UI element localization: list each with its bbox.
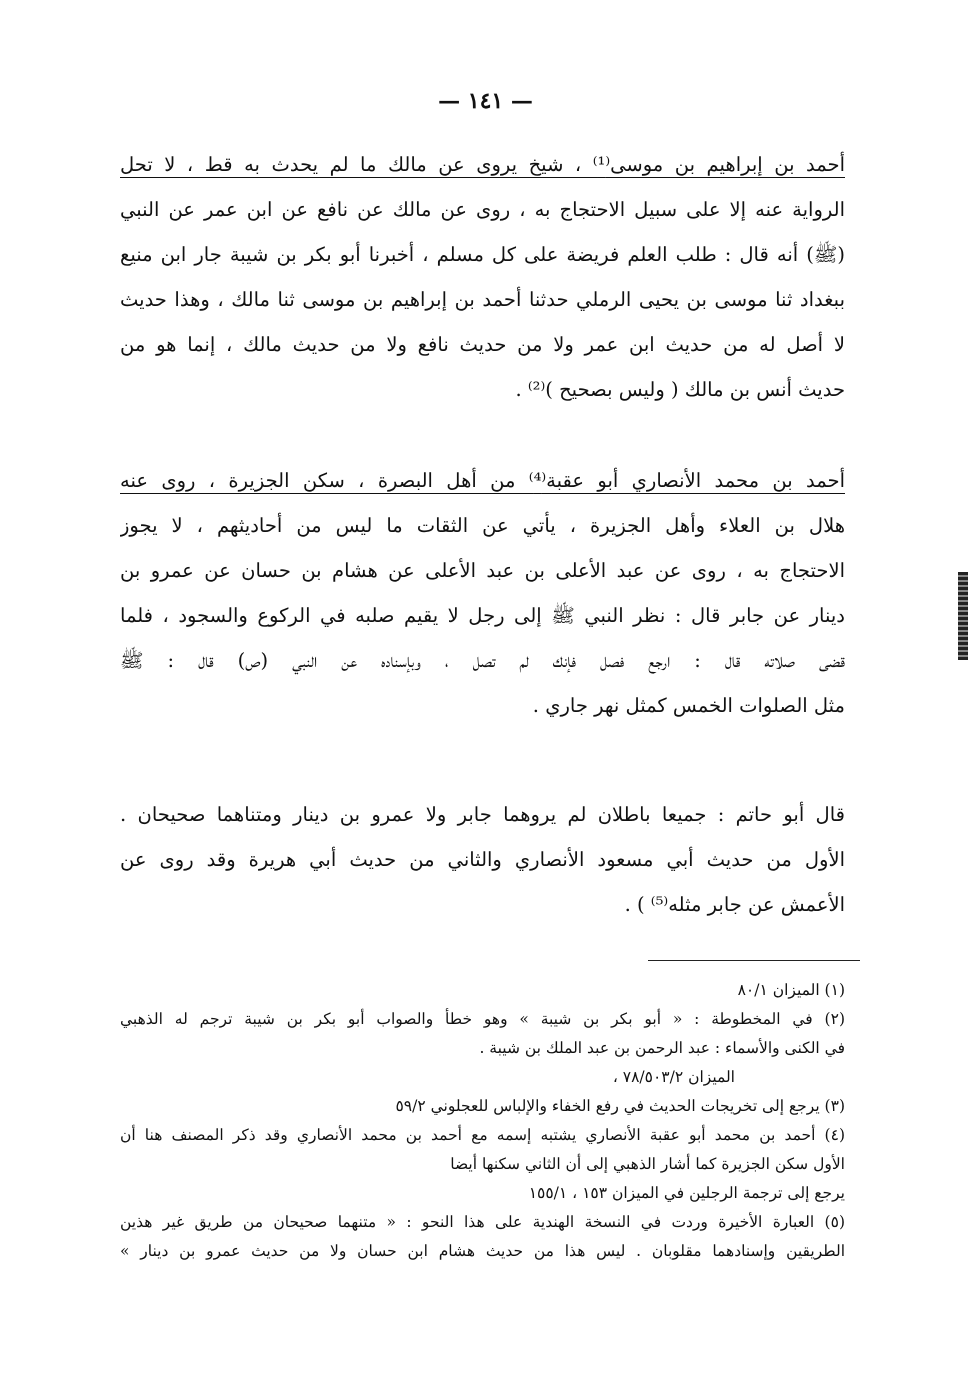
- text-line: الأعمش عن جابر مثله⁽⁵⁾ ) .: [624, 893, 845, 916]
- text-line: قضى صلاته قال : ارجع فصل فإنك لم تصل ، وبإسناده عن النبي (ص) قال : ﷺ: [120, 649, 845, 672]
- text-line: الرواية عنه إلا على سبيل الاحتجاج به ، روى عن مالك عن نافع عن ابن عمر عن النبي: [120, 198, 845, 221]
- footnote-line: (٤) أحمد بن محمد أبو عقبة الأنصاري يشتبه إسمه مع أحمد بن محمد الأنصاري وقد ذكر المصنف هنا أن: [120, 1126, 845, 1144]
- footnote-line: الأول سكن الجزيرة كما أشار الذهبي إلى أن الثاني سكنها أيضا: [450, 1155, 845, 1173]
- page-number: — ١٤١ —: [438, 88, 533, 114]
- text-line: الاحتجاج به ، روى عن عبد الأعلى بن عبد الأعلى عن هشام بن حسان عن عمرو بن: [120, 559, 845, 582]
- entry-heading-line: أحمد بن إبراهيم بن موسى⁽¹⁾ ، شيخ يروى عن مالك ما لم يحدث به قط ، لا تحل: [120, 153, 845, 176]
- footnote-line: في الكنى والأسماء : عبد الرحمن بن عبد الملك بن شيبة .: [479, 1039, 845, 1057]
- footnote-line: (٢) في المخطوطة : « أبو بكر بن شيبة » وهو خطأ والصواب أبو بكر بن شيبة ترجم له الذهبي: [120, 1010, 845, 1028]
- text-line: حديث أنس بن مالك ( وليس بصحيح )⁽²⁾ .: [515, 378, 845, 401]
- footnote-line: (١) الميزان ٨٠/١: [737, 981, 845, 999]
- paragraph-3: [120, 792, 845, 927]
- text-line: هلال بن العلاء وأهل الجزيرة ، يأتي عن الثقات ما ليس من أحاديثهم ، لا يجوز: [120, 514, 845, 537]
- footnote-line: الطريقين وإسنادهما مقلوبان . ليس هذا من حديث هشام ابن حسان ولا من حديث عمرو بن دينار »: [120, 1242, 845, 1260]
- text-line: لا أصل له من حديث ابن عمر ولا من حديث نافع ولا من حديث مالك ، إنما هو من: [120, 333, 845, 356]
- paragraph-1: [120, 142, 845, 412]
- footnote-line: (٥) العبارة الأخيرة وردت في النسخة الهندية على هذا النحو : « متنهما صحيحان من طريق غير هذين: [120, 1213, 845, 1231]
- text-line: (ﷺ) أنه قال : طلب العلم فريضة على كل مسلم ، أخبرنا أبو بكر بن شيبة جار ابن منيع: [120, 243, 845, 266]
- text-line: دينار عن جابر قال : نظر النبي ﷺ إلى رجل لا يقيم صلبه في الركوع والسجود ، فلما: [120, 604, 845, 627]
- entry-heading-line: أحمد بن محمد الأنصاري أبو عقبة⁽⁴⁾ من أهل البصرة ، سكن الجزيرة ، روى عنه: [120, 469, 845, 492]
- text-line: مثل الصلوات الخمس كمثل نهر جاري .: [532, 694, 845, 717]
- footnotes: [120, 976, 845, 1266]
- scan-edge-mark: [958, 572, 968, 660]
- footnote-separator: [648, 960, 860, 961]
- text-line: الأول من حديث أبي مسعود الأنصاري والثاني من حديث أبي هريرة وقد روى عن: [120, 848, 845, 871]
- text-line: قال أبو حاتم : جميعا باطلان لم يروهما جابر ولا عمرو بن دينار ومتناهما صحيحان .: [120, 803, 845, 826]
- text-line: ببغداد ثنا موسى بن يحيى الرملي حدثنا أحمد بن إبراهيم بن موسى ثنا مالك ، وهذا حديث: [120, 288, 845, 311]
- footnote-line: الميزان ٧٨/٥٠٣/٢ ،: [612, 1068, 735, 1086]
- footnote-line: (٣) يرجع إلى تخريجات الحديث في رفع الخفاء والإلباس للعجلوني ٥٩/٢: [395, 1097, 845, 1115]
- paragraph-2: [120, 458, 845, 728]
- footnote-line: يرجع إلى ترجمة الرجلين في الميزان ١٥٣ ، ١٥٥/١: [528, 1184, 845, 1202]
